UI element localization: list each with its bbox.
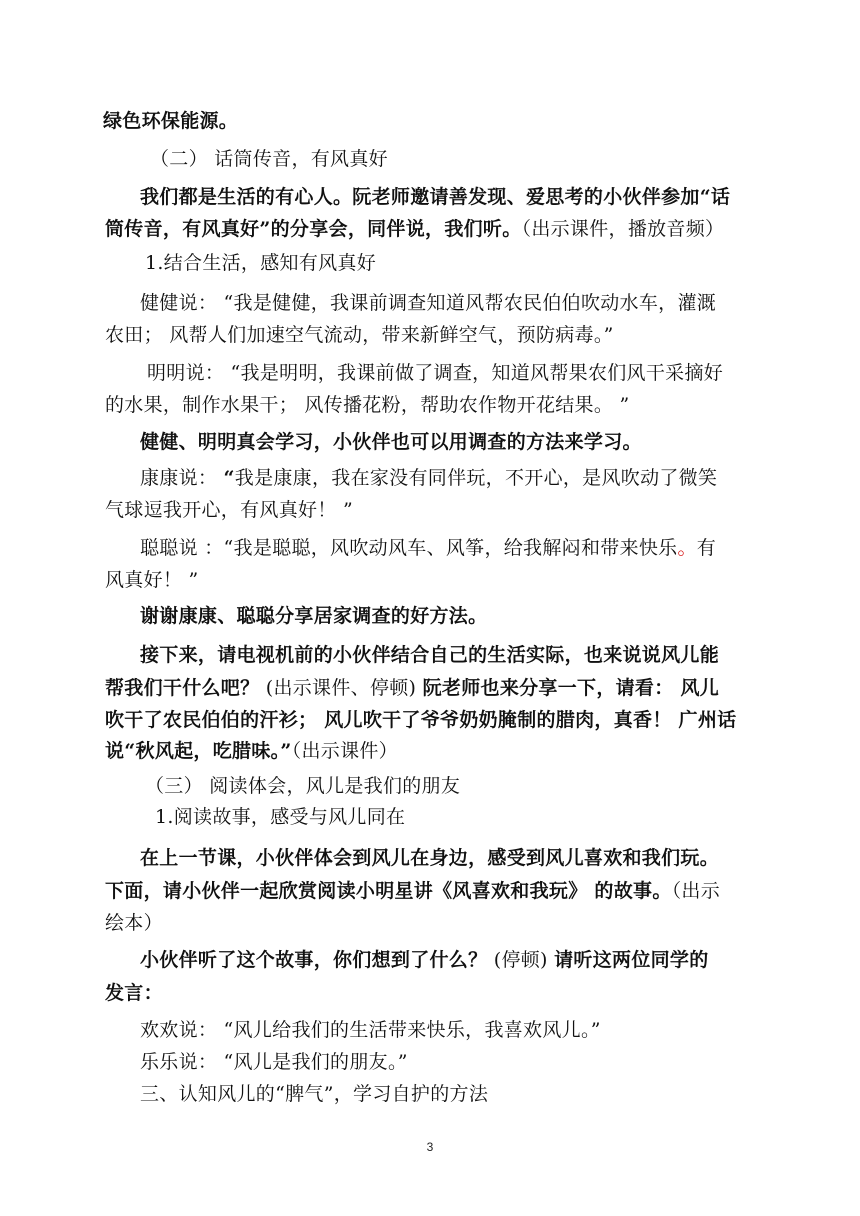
text-segment: 欢欢说： “风儿给我们的生活带来快乐，我喜欢风儿。”: [140, 1019, 601, 1041]
text-segment: （出示课件）: [291, 740, 398, 762]
text-segment: 农田； 风帮人们加速空气流动，带来新鲜空气，预防病毒。”: [105, 324, 614, 346]
text-segment: 的水果，制作水果干； 风传播花粉，帮助农作物开花结果。 ”: [105, 394, 630, 416]
text-line: [140, 290, 716, 316]
text-segment: 明明说： “我是明明，我课前做了调查，知道风帮果农们风干采摘好: [147, 362, 724, 384]
text-segment: 康康说：: [140, 467, 224, 489]
text-segment: 三、认知风儿的“脾气”，学习自护的方法: [140, 1083, 489, 1105]
text-line: [140, 1017, 601, 1043]
text-segment: 聪聪说 ：“我是聪聪，风吹动风车、风筝，给我解闷和带来快乐: [140, 537, 678, 559]
text-line: [105, 392, 630, 418]
text-line: [103, 108, 238, 134]
text-segment: 发言：: [105, 982, 163, 1004]
text-segment: 气球逗我开心，有风真好！ ”: [105, 499, 353, 521]
text-line: [105, 878, 720, 904]
text-line: [105, 738, 398, 764]
text-segment: 说“秋风起，吃腊味。”: [105, 740, 292, 762]
text-segment: 1.阅读故事，感受与风儿同在: [155, 806, 406, 828]
text-segment: 帮我们干什么吧？: [105, 677, 260, 699]
text-segment: 请听这两位同学的: [554, 949, 709, 971]
text-segment: （三） 阅读体会，风儿是我们的朋友: [145, 775, 461, 797]
text-line: [145, 250, 376, 276]
text-segment: (出示课件、停顿): [259, 677, 423, 699]
text-line: [140, 184, 730, 210]
text-segment: 绿色环保能源。: [103, 110, 239, 132]
text-line: [105, 707, 736, 733]
text-line: [140, 947, 709, 973]
text-segment: 筒传音，有风真好”的分享会，同伴说，我们听。: [105, 218, 522, 240]
text-line: [140, 642, 719, 668]
text-line: [105, 910, 163, 936]
text-segment: (停顿): [487, 949, 555, 971]
text-segment: 谢谢康康、聪聪分享居家调查的好方法。: [140, 605, 488, 627]
text-line: [145, 773, 460, 799]
text-line: [140, 535, 716, 561]
text-segment: 健健、明明真会学习，小伙伴也可以用调查的方法来学习。: [140, 431, 642, 453]
text-line: [147, 360, 723, 386]
text-line: [150, 146, 388, 172]
text-segment: 绘本）: [105, 912, 163, 934]
text-segment: 在上一节课，小伙伴体会到风儿在身边，感受到风儿喜欢和我们玩。: [140, 847, 720, 869]
text-segment: （出示课件，播放音频）: [521, 218, 725, 240]
text-segment: 风真好！ ”: [105, 569, 199, 591]
text-line: [105, 497, 353, 523]
text-segment: （出示: [671, 880, 721, 902]
text-segment: （二） 话筒传音，有风真好: [150, 148, 388, 170]
text-line: [105, 567, 199, 593]
text-line: [140, 603, 487, 629]
text-line: [105, 322, 614, 348]
page-number: 3: [426, 1140, 434, 1154]
text-segment: 阮老师也来分享一下，请看： 风儿: [422, 677, 720, 699]
text-segment: 我们都是生活的有心人。阮老师邀请善发现、爱思考的小伙伴参加“话: [140, 186, 731, 208]
text-line: [105, 216, 724, 242]
text-line: [140, 845, 719, 871]
text-segment: 接下来，请电视机前的小伙伴结合自己的生活实际，也来说说风儿能: [140, 644, 720, 666]
text-line: [105, 675, 719, 701]
text-segment: 1.结合生活，感知有风真好: [145, 252, 377, 274]
text-line: [105, 980, 163, 1006]
text-line: [155, 804, 405, 830]
text-line: [140, 465, 717, 491]
text-line: [140, 429, 642, 455]
text-segment: 乐乐说： “风儿是我们的朋友。”: [140, 1051, 408, 1073]
text-segment: 。: [677, 537, 697, 559]
text-segment: 健健说： “我是健健，我课前调查知道风帮农民伯伯吹动水车，灌溉: [140, 292, 717, 314]
text-segment: 我是康康，我在家没有同伴玩，不开心，是风吹动了微笑: [234, 467, 718, 489]
text-segment: 有: [696, 537, 717, 559]
text-segment: 小伙伴听了这个故事，你们想到了什么？: [140, 949, 488, 971]
text-line: [140, 1081, 488, 1107]
text-line: [140, 1049, 408, 1075]
text-segment: 吹干了农民伯伯的汗衫； 风儿吹干了爷爷奶奶腌制的腊肉，真香！ 广州话: [105, 709, 737, 731]
text-segment: “: [223, 467, 235, 489]
text-segment: 下面，请小伙伴一起欣赏阅读小明星讲《风喜欢和我玩》 的故事。: [105, 880, 672, 902]
